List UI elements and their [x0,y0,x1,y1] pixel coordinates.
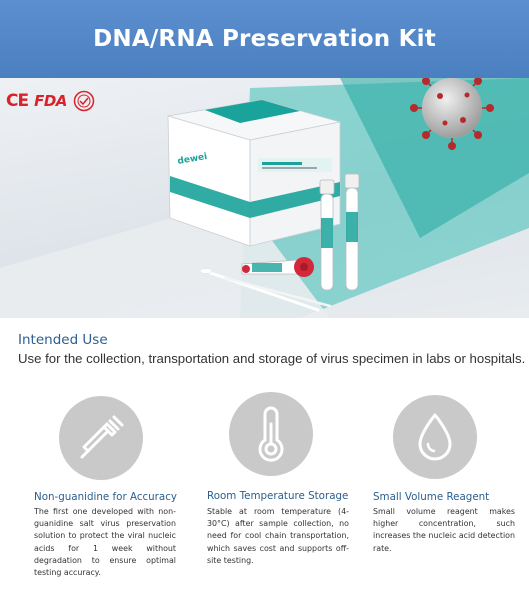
feature-icon-circle [229,392,313,476]
hero-illustration [0,78,529,318]
feature-title: Small Volume Reagent [373,491,490,503]
thermometer-icon [244,404,298,464]
feature-icon-circle [59,396,143,480]
feature-description: Stable at room temperature (4-30°C) after sample collection, no need for cool chain transportation, which saves cost and supports off-site testing. [207,507,349,565]
product-hero [0,78,529,318]
ce-mark: CE [6,91,29,111]
brand-logo: dewei [176,151,209,167]
product-box [168,100,340,246]
page-title: DNA/RNA Preservation Kit [93,26,436,52]
intended-use-text: Use for the collection, transportation and storage of virus specimen in labs or hospitals. [18,351,526,366]
sample-tube-right [345,174,359,290]
feature-title: Non-guanidine for Accuracy [34,491,177,503]
intended-use-section [18,332,526,366]
sample-tube-left [320,180,334,290]
feature-icon-circle [393,395,477,479]
certification-logos [6,90,95,112]
dropper-icon [74,411,128,465]
title-banner [0,0,529,78]
intended-use-title: Intended Use [18,332,108,348]
feature-title: Room Temperature Storage [207,490,349,502]
droplet-icon [410,409,460,465]
feature-list [0,390,529,585]
fda-mark: FDA [34,92,67,110]
feature-description: The first one developed with non-guanidine salt virus preservation solution to protect the viral nucleic acids for 1 week without degradation to ensure optimal testing accuracy. [34,507,176,578]
iso-seal-icon [73,90,95,112]
feature-description: Small volume reagent makes higher concentration, such increases the nucleic acid detection rate. [373,507,515,553]
